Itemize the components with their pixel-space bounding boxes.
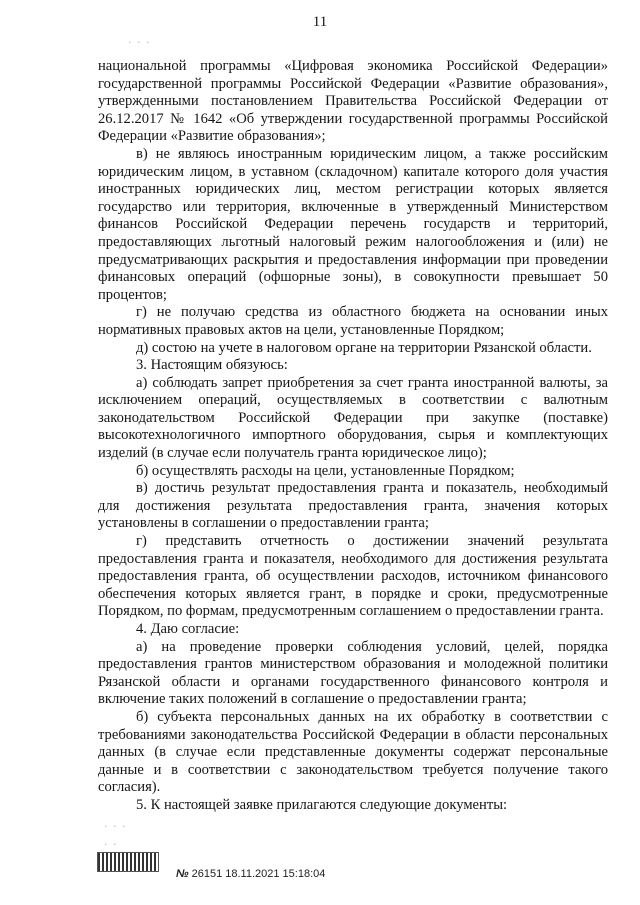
paragraph: б) субъекта персональных данных на их обработку в соответствии с требованиями законодательства Российской Федерации в области персональных данных (в случае если представленные документы содержат персональные данные и в соответствии с законодательством требуется получение такого согласия). — [98, 708, 608, 796]
paragraph: национальной программы «Цифровая экономика Российской Федерации» государственной программы Российской Федерации «Развитие образования», утвержденными постановлением Правительства Российской Федерации от 26.12.2017 № 1642 «Об утверждении государственной программы Российской Федерации «Развитие образования»; — [98, 58, 608, 145]
stamp-logo-icon — [97, 852, 159, 872]
number-mark: № — [176, 868, 189, 880]
paragraph: а) соблюдать запрет приобретения за счет гранта иностранной валюты, за исключением операций, осуществляемых в соответствии с валютным законодательством Российской Федерации при закупке (поставке) высокотехнологичного импортного оборудования, сырья и комплектующих изделий (в случае если получатель гранта юридическое лицо); — [98, 374, 608, 462]
registration-number: 26151 — [191, 868, 223, 880]
paragraph: в) не являюсь иностранным юридическим лицом, а также российским юридическим лицом, в уставном (складочном) капитале которого доля участия иностранных юридических лиц, местом регистрации которых является государство или территория, включенные в утвержденный Министерством финансов Российской Федерации перечень государств и территорий, предоставляющих льготный налоговый режим налогообложения и (или) не предусматривающих раскрытия и предоставления информации при проведении финансовых операций (офшорные зоны), в совокупности превышает 50 процентов; — [98, 145, 608, 303]
paragraph: 3. Настоящим обязуюсь: — [136, 357, 288, 374]
scan-artifact: · · · — [128, 36, 151, 49]
paragraph: г) представить отчетность о достижении значений результата предоставления гранта и показателя, необходимого для достижения результата предоставления гранта, об осуществлении расходов, источником финансового обеспечения которых является грант, в порядке и сроки, предусмотренные Порядком, по формам, предусмотренным соглашением о предоставлении гранта. — [98, 533, 608, 620]
paragraph: 4. Даю согласие: — [136, 621, 240, 637]
paragraph: 5. К настоящей заявке прилагаются следующие документы: — [136, 796, 508, 813]
registration-line — [176, 868, 325, 880]
scan-artifact: · · — [104, 838, 118, 851]
paragraph: д) состою на учете в налоговом органе на территории Рязанской области. — [136, 339, 592, 356]
paragraph: г) не получаю средства из областного бюджета на основании иных нормативных правовых актов на цели, установленные Порядком; — [98, 304, 608, 338]
paragraph: в) достичь результат предоставления гранта и показатель, необходимый для достижения результата предоставления гранта, значения которых установлены в соглашении о предоставлении гранта; — [98, 480, 608, 532]
paragraph: б) осуществлять расходы на цели, установленные Порядком; — [136, 462, 515, 479]
page-number: 11 — [312, 14, 328, 30]
registration-datetime: 18.11.2021 15:18:04 — [225, 868, 326, 880]
paragraph: а) на проведение проверки соблюдения условий, целей, порядка предоставления грантов министерством образования и молодежной политики Рязанской области и органами государственного финансового контроля и включение таких положений в соглашение о предоставлении гранта; — [98, 638, 608, 708]
document-body — [98, 58, 608, 815]
scan-artifact: · · · — [104, 820, 127, 833]
